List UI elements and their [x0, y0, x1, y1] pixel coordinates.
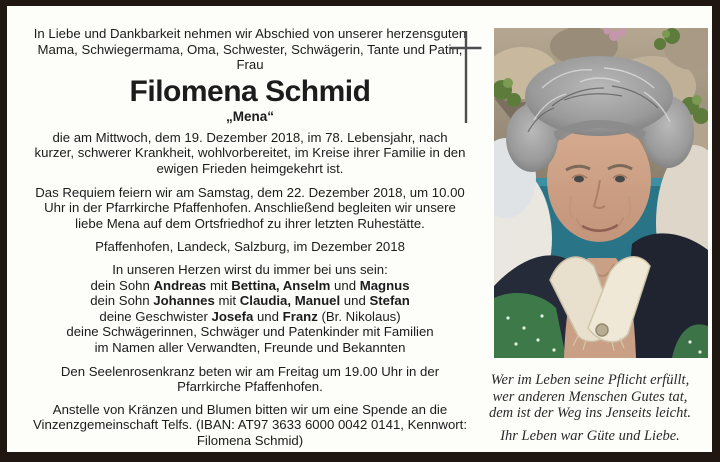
list-line: deine Geschwister Josefa und Franz (Br. Nikolaus)	[99, 308, 401, 324]
list-line: dein Sohn Andreas mit Bettina, Anselm und Magnus	[90, 277, 410, 293]
quote-lines	[459, 372, 720, 422]
list-line: dein Sohn Johannes mit Claudia, Manuel und Stefan	[90, 293, 410, 309]
list-line: deine Schwägerinnen, Schwäger und Patenkinder mit Familien	[66, 324, 434, 340]
family-lines	[33, 278, 467, 356]
donation-paragraph: Anstelle von Kränzen und Blumen bitten wir um eine Spende an die Vinzenzgemeinschaft Telfs. (IBAN: AT97 3633 6000 0042 0141, Kennwort: Filomena Schmid)	[33, 401, 467, 448]
deceased-name: Filomena Schmid	[129, 74, 371, 108]
obituary-paragraph: die am Mittwoch, dem 19. Dezember 2018, im 78. Lebensjahr, nach kurzer, schwerer Krankheit, wohlvorbereitet, im Kreise ihrer Familie in den ewigen Frieden heimgekehrt ist.	[34, 129, 466, 176]
quote-closing-line: Ihr Leben war Güte und Liebe.	[500, 427, 680, 444]
list-line: im Namen aller Verwandten, Freunde und Bekannten	[94, 339, 406, 355]
portrait-photo	[494, 28, 708, 358]
family-block	[33, 262, 467, 356]
notice-text-column	[33, 26, 467, 448]
notice-sheet	[7, 6, 712, 452]
place-date-line: Pfaffenhofen, Landeck, Salzburg, im Dezember 2018	[95, 239, 405, 255]
list-line: Wer im Leben seine Pflicht erfüllt,	[490, 372, 690, 388]
intro-text: In Liebe und Dankbarkeit nehmen wir Abschied von unserer herzensguten Mama, Schwiegermama, Oma, Schwester, Schwägerin, Tante und Patin, Frau	[33, 26, 467, 73]
cross-icon	[450, 30, 482, 124]
deceased-nickname: „Mena“	[225, 108, 274, 124]
family-intro-line: In unseren Herzen wirst du immer bei uns sein:	[112, 261, 388, 277]
list-line: wer anderen Menschen Gutes tat,	[492, 388, 688, 405]
list-line: dem ist der Weg ins Jenseits leicht.	[488, 405, 692, 421]
rosary-paragraph: Den Seelenrosenkranz beten wir am Freitag um 19.00 Uhr in der Pfarrkirche Pfaffenhofen.	[60, 363, 440, 395]
memorial-quote	[459, 372, 720, 444]
requiem-paragraph: Das Requiem feiern wir am Samstag, dem 22. Dezember 2018, um 10.00 Uhr in der Pfarrkirche Pfaffenhofen. Anschließend begleiten wir unsere liebe Mena auf dem Ortsfriedhof zu ihrer letzten Ruhestätte.	[35, 184, 465, 231]
